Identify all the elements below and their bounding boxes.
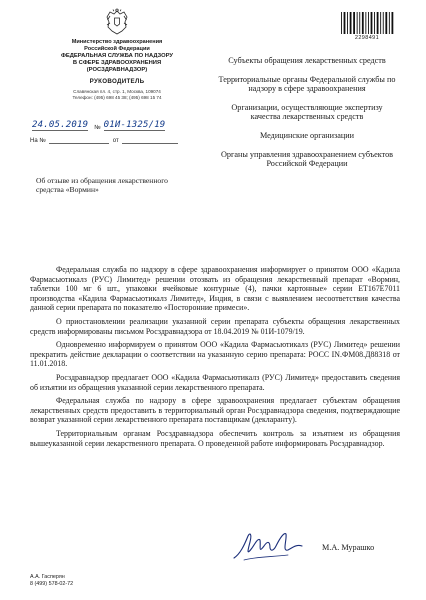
signer-name: М.А. Мурашко [322, 543, 375, 552]
barcode-bar [353, 12, 355, 34]
registration-date-row [30, 118, 210, 131]
coat-of-arms-icon [104, 8, 130, 36]
registration-block [30, 118, 210, 144]
barcode-number: 2298491 [354, 35, 380, 41]
reference-number-blank [49, 143, 109, 144]
executor-name: А.А. Гасперян [30, 574, 65, 580]
registration-number-prefix: № [94, 125, 101, 131]
executor-block [30, 574, 73, 587]
head-title: РУКОВОДИТЕЛЬ [89, 78, 145, 86]
barcode-bar [350, 12, 352, 34]
reference-prefix: На № [30, 138, 46, 144]
recipients-block [218, 56, 396, 178]
barcode-bar [371, 12, 373, 34]
barcode-bar [344, 12, 346, 34]
reference-row [30, 131, 210, 144]
letter-subject: Об отзыве из обращения лекарственного средства «Вормин» [36, 176, 168, 194]
recipient: Территориальные органы Федеральной службы по надзору в сфере здравоохранения [218, 74, 396, 94]
service-line-1: ФЕДЕРАЛЬНАЯ СЛУЖБА ПО НАДЗОРУ [60, 53, 174, 60]
reference-date-blank [122, 143, 178, 144]
barcode-bar [377, 12, 379, 34]
barcode-bar [389, 12, 390, 34]
ministry-line-2: Российской Федерации [84, 45, 150, 52]
barcode-bar [383, 12, 384, 34]
body-paragraph: Территориальным органам Росздравнадзора обеспечить контроль за изъятием из обращения вышеуказанной серии лекарственного препарата. О проведенной работе информировать Росздравнадзор. [30, 428, 400, 448]
service-line-3: (РОСЗДРАВНАДЗОР) [86, 67, 148, 74]
recipient: Медицинские организации [259, 130, 355, 140]
barcode-bar [362, 12, 364, 34]
recipient: Субъекты обращения лекарственных средств [228, 56, 386, 65]
barcode-bar [365, 12, 366, 34]
address-line-1: Славянская пл. 4, стр. 1, Москва, 109074 [73, 89, 161, 95]
body-paragraph: Федеральная служба по надзору в сфере здравоохранения информирует о принятом ООО «Кадила Фармасьютикалз (РУС) Лимитед» решении отозвать из обращения лекарственный препарат «Вормин, таблетки 100 мг 6 шт., упаковки ячейковые контурные (4), пачки картонные» серии ET167E7011 производства «Кадила Фармасьютикалз Лимитед», Индия, в связи с выявлением несоответствия качества данной серии препарата по показателю «Посторонние примеси». [30, 265, 400, 313]
letterhead [28, 8, 206, 100]
barcode-bar [392, 12, 394, 34]
body-paragraph: Росздравнадзор предлагает ООО «Кадила Фармасьютикалз (РУС) Лимитед» предоставить сведения об изъятии из обращения указанной серии лекарственного препарата. [30, 372, 400, 392]
barcode-bar [341, 12, 342, 34]
barcode-bar [374, 12, 375, 34]
reference-from-label: от [112, 138, 119, 144]
barcode-bar [368, 12, 369, 34]
recipient: Органы управления здравоохранением субъектов Российской Федерации [220, 149, 394, 169]
service-line-2: В СФЕРЕ ЗДРАВООХРАНЕНИЯ [72, 60, 162, 67]
body-paragraph: Федеральная служба по надзору в сфере здравоохранения предлагает субъектам обращения лекарственных средств предоставить в территориальный орган Росздравнадзора сведения, подтверждающие возврат указанной серии лекарственного препарата поставщикам (декларанту). [30, 396, 400, 425]
ministry-line-1: Министерство здравоохранения [71, 39, 163, 45]
barcode-bars [340, 12, 394, 34]
body-paragraph: О приостановлении реализации указанной серии препарата субъекты обращения лекарственных средств информированы письмом Росздравнадзора от 18.04.2019 № 01И-1079/19. [30, 316, 400, 336]
barcode-bar [357, 12, 358, 34]
executor-phone: 8 (499) 578-02-72 [30, 580, 74, 587]
ministry-name [28, 39, 206, 52]
barcode-bar [359, 12, 360, 34]
service-name [28, 53, 206, 74]
recipient: Организации, осуществляющие экспертизу качества лекарственных средств [231, 102, 383, 122]
address-line-2: Телефон: (495) 698 45 38; (495) 698 15 74 [72, 94, 162, 100]
address [28, 89, 206, 100]
letter-body [30, 265, 400, 452]
barcode-bar [347, 12, 348, 34]
barcode [340, 12, 394, 41]
barcode-bar [385, 12, 387, 34]
body-paragraph: Одновременно информируем о принятом ООО «Кадила Фармасьютикалз (РУС) Лимитед» решении прекратить действие декларации о соответствии на указанную серию препарата: РОСС IN.ФМ08.Д88318 от 11.01.2018. [30, 340, 400, 369]
barcode-bar [380, 12, 381, 34]
handwritten-signature [230, 524, 310, 564]
registration-date: 24.05.2019 [32, 120, 89, 130]
registration-number: 01И-1325/19 [103, 120, 166, 130]
